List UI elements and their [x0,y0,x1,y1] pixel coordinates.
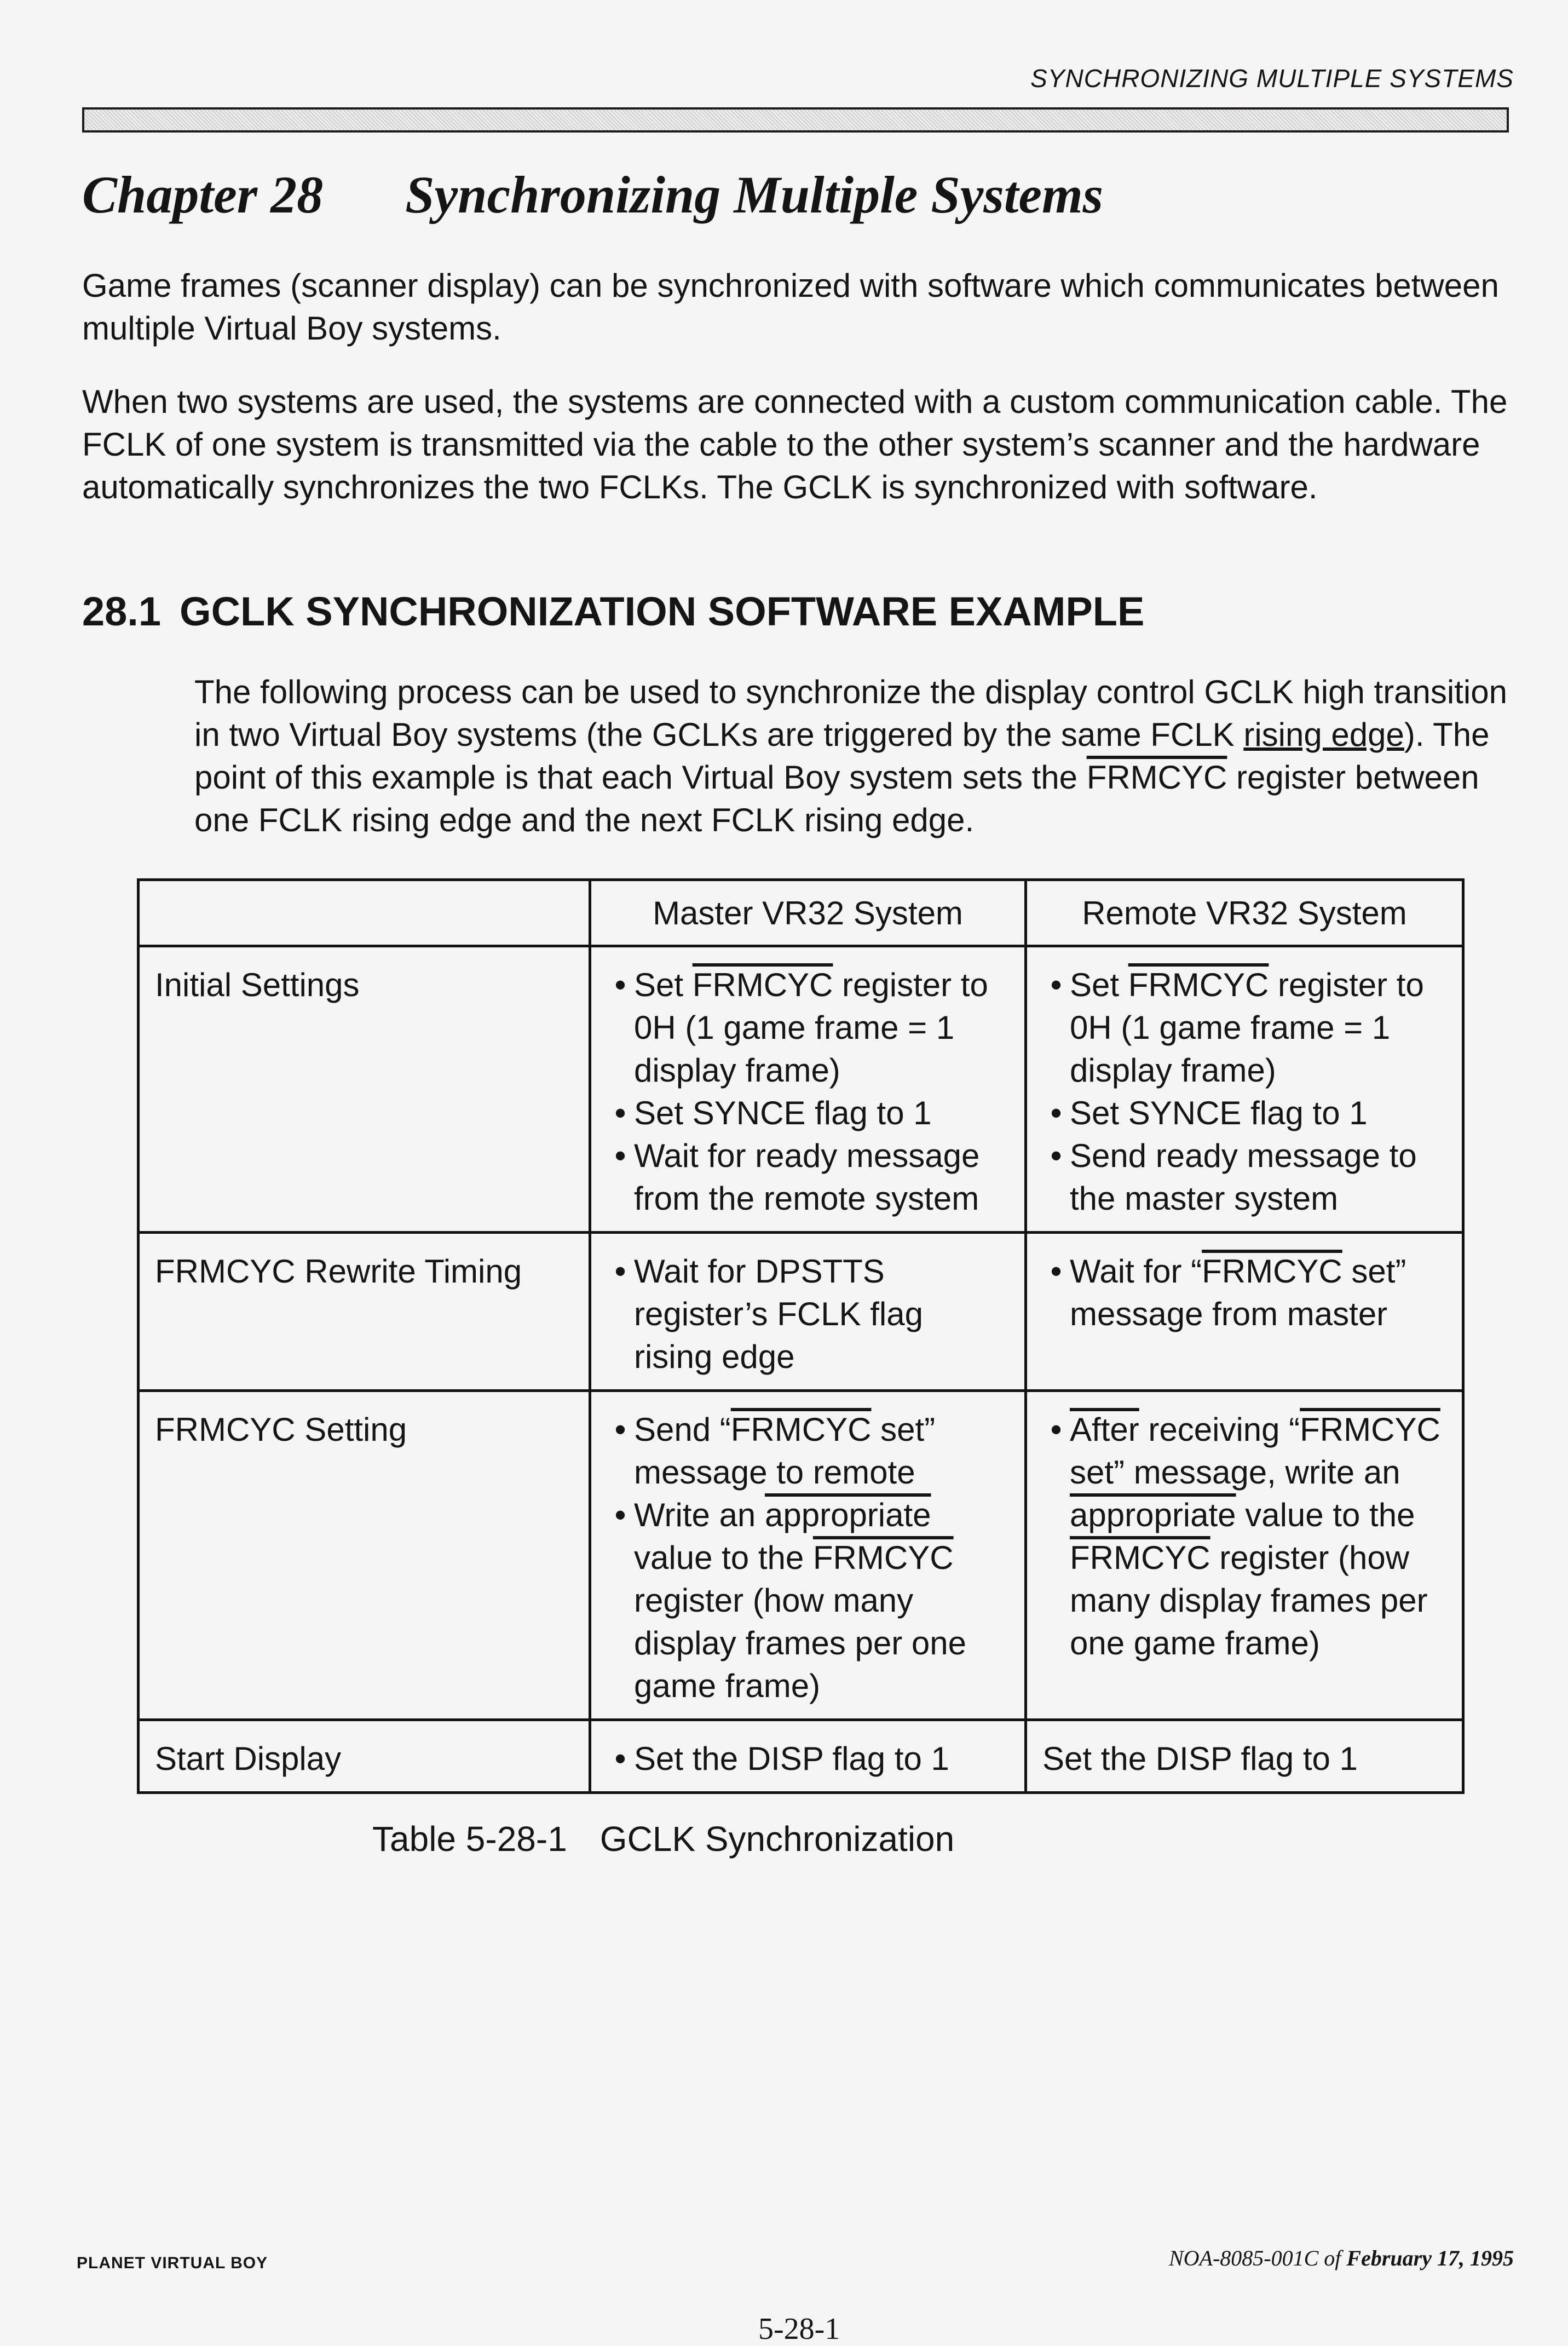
master-cell [590,946,1026,1233]
para-text: The following process can be used to synchronize the display control GCLK high transition in two Virtual Boy systems (the GCLKs are triggered by the same FCLK [194,674,1507,753]
row-label: Start Display [139,1720,590,1793]
chapter-number: Chapter 28 [82,165,324,224]
list-item: • Set FRMCYC register to 0H (1 game frame = 1 display frame) [607,964,1009,1092]
intro-paragraph-2: When two systems are used, the systems are connected with a custom communication cable. The FCLK of one system is transmitted via the cable to the other system’s scanner and the hardware automatically synchronizes the two FCLKs. The GCLK is synchronized with software. [82,383,1508,505]
para-overlined-text: FRMCYC [1086,759,1227,796]
chapter-title-text: Synchronizing Multiple Systems [405,165,1104,224]
list-item: • Set the DISP flag to 1 [607,1738,1009,1780]
table-row [139,946,1463,1233]
list-item: • Wait for DPSTTS register’s FCLK flag rising edge [607,1250,1009,1378]
footer-left: PLANET VIRTUAL BOY [77,2254,268,2272]
remote-cell [1026,1391,1463,1720]
header-cell-master: Master VR32 System [590,880,1026,946]
list-item: • After receiving “FRMCYC set” message, write an appropriate value to the FRMCYC register (how many display frames per one game frame) [1042,1408,1446,1665]
list-item: • Set FRMCYC register to 0H (1 game frame = 1 display frame) [1042,964,1446,1092]
caption-number: Table 5-28-1 [372,1819,567,1859]
list-item: • Wait for ready message from the remote system [607,1135,1009,1220]
page-number: 5-28-1 [758,2312,840,2346]
table-caption [372,1819,955,1859]
header-cell-empty [139,880,590,946]
master-cell [590,1233,1026,1391]
caption-title: GCLK Synchronization [599,1819,955,1859]
footer-date: February 17, 1995 [1346,2246,1514,2270]
row-label: Initial Settings [139,946,590,1233]
footer-doc-id [1169,2245,1514,2271]
section-paragraph [194,671,1519,842]
master-cell [590,1720,1026,1793]
para-text: ). The point of this example is that each Virtual Boy system sets the [194,716,1490,796]
intro-paragraph-1: Game frames (scanner display) can be synchronized with software which communicates between multiple Virtual Boy systems. [82,267,1499,347]
row-label: FRMCYC Setting [139,1391,590,1720]
gclk-sync-table [137,878,1465,1794]
list-item: • Wait for “FRMCYC set” message from master [1042,1250,1446,1336]
row-label: FRMCYC Rewrite Timing [139,1233,590,1391]
remote-cell [1026,1233,1463,1391]
table-row [139,1233,1463,1391]
list-item: • Write an appropriate value to the FRMCYC register (how many display frames per one game frame) [607,1494,1009,1707]
table-header-row [139,880,1463,946]
para-underlined-text: rising edge [1243,716,1404,753]
remote-cell [1026,946,1463,1233]
master-cell [590,1391,1026,1720]
list-item: • Set SYNCE flag to 1 [1042,1092,1446,1135]
section-title: GCLK SYNCHRONIZATION SOFTWARE EXAMPLE [180,589,1145,634]
footer-doc-number: NOA-8085-001C of [1168,2246,1347,2270]
header-rule-bar [82,107,1509,133]
table-row [139,1391,1463,1720]
running-head: SYNCHRONIZING MULTIPLE SYSTEMS [1030,64,1514,93]
list-item: • Send “FRMCYC set” message to remote [607,1408,1009,1494]
section-heading [82,591,1144,632]
section-number: 28.1 [82,589,162,634]
list-item: • Set SYNCE flag to 1 [607,1092,1009,1135]
chapter-title [82,165,1104,224]
remote-cell: Set the DISP flag to 1 [1026,1720,1463,1793]
table-row [139,1720,1463,1793]
header-cell-remote: Remote VR32 System [1026,880,1463,946]
para-text: register between one FCLK rising edge and the next FCLK rising edge. [194,759,1479,838]
list-item: • Send ready message to the master system [1042,1135,1446,1220]
